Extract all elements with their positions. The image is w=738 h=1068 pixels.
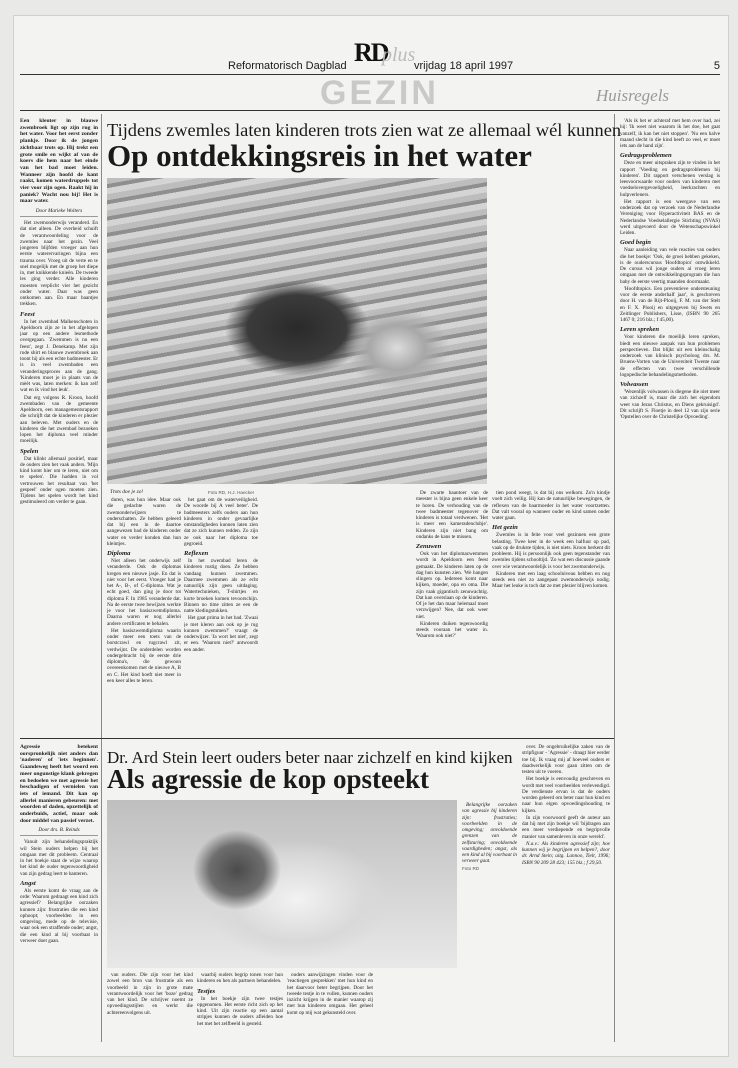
paragraph: van ouders. Die zijn voor het kind zowel een bron van frustratie als een voorbeeld in zijn in grote mate verantwoordelijk voor het 'boze' gedrag van het kind. De schrijver noemt ze opvoedingsstijlen en werkt die achtereenvolgens uit. [107,972,193,1016]
paragraph: Kinderen met een laag schoolniveau hebben en nog steeds een niet zo aangepast zwemonderwijs nodig. Maar het leuke is toch dat ze met plezier blijven komen. [492,570,610,590]
article1-headline: Op ontdekkingsreis in het water [107,138,532,173]
article1-column-4 [416,490,488,735]
paragraph: In het boekje zijn twee testjes opgenomen. Het eerste richt zich op het kind. Uit zijn reactie op een aantal stripjes kunnen de ouders afleiden hoe het met het zelfbeeld is gesteld. [197,995,283,1027]
subhead: Feest [20,310,35,318]
subhead: Leren spreken [620,326,660,334]
paragraph: Vanuit zijn behandelingspraktijk wil Stein ouders helpen bij het omgaan met dit probleem. Centraal in het boekje staat de wijze waarop het kind de ouder tegenwoordigheid van zijn gedrag leert te hanteren. [20,839,98,877]
paragraph: Voor kinderen die moeilijk leren spreken, biedt een nieuwe aanpak van hun problemen perspectieven. Dat blijkt uit een kleinschalig onderzoek van klinisch psycholoog drs. M. Bruens-Vorten van de Universiteit Twente naar de effecten van twee verschillende logopedische behandelingsmethoden. [620,334,720,378]
article2-lead: Agressie betekent oorspronkelijk niet anders dan 'naderen' of 'iets beginnen'. Gaandeweg heeft het woord een meer ongunstige klank gekregen en bedoelen we met agressie het beschadigen of vernielen van iets of iemand. Dit kan op allerlei manieren gebeuren: met woorden of daden, opzettelijk of onderbuids, actief, maar ook door middel van passief verzet. [20,744,98,824]
page-number: 5 [713,60,720,72]
subhead: Diploma [107,550,131,557]
paragraph: Niet alleen het onderwijs zelf veranderde. Ook de diplomas kregen een nieuwe jasje. En dat is niet voor het eerst. Vroeger had je het A-, B-, of C-diploma. Wat je echt goed, dan ging je door tot diploma F. In 1985 veranderde dat. Na de eerste twee bewijzen werkte je voor het basiszwemdiploma. Daarna waren er nog allerlei andere certificaten te behalen. [107,558,181,627]
paragraph: duren, was hun idee. Maar ook die gedachte waren de zwemonderwijzers te onderschatten. Ze hebben geleerd dat bij een in de daartoe aangewezen bad de kinderen onder water en verder konden dan hun kleintjes. [107,497,181,547]
paragraph: Deze en meer uitspraken zijn te vinden in het rapport 'Voeding en gedragsproblemen bij kinderen'. Dit rapport verschenen verslag is leesvoorwaarde voor ouders van kinderen met voedselovergevoeligheid, leerkrachten en hulpverleners. [620,160,720,198]
article2-headline: Als agressie de kop opsteekt [107,764,430,794]
article-divider [20,738,614,739]
article1-byline: Door Marieke Wolters [20,208,98,217]
paragraph: 'Hoofdtopics. Een preventieve ondersteuning voor de eerste anderhalf jaar', is geschreven door H. van de Rijt-Plooij, F. M. van der Stelt en F. X. Plooij en uitgegeven bij Swets en Zeitlinger Publishers, Lisse, (ISBN 90 265 1467 0; 216 blz.; f 45,00). [620,285,720,323]
subhead: Het gezin [492,524,518,532]
issue-date: vrijdag 18 april 1997 [414,60,514,72]
paragraph: Dat klinkt allemaal positief, maar de ouders zien het vaak anders. 'Mijn kind komt hier om te leren, niet om te spelen'. Die hadden in vol vertrouwen het resultaat van 'het gespeel' onder ogen moeten zien. Tijdens het spelen wordt het kind gestimuleerd om verder te gaan. [20,455,98,506]
paragraph: 'Wezenlijk volwassen is diegene die niet meer van zichzelf is, maar die zich het eigendom weet van Jezus Christus, en Diens gekruisigd'. Dit schrijft S. Floetje in deel 12 van zijn serie 'Opstellen over de Christelijke Opvoeding'. [620,389,720,420]
article2-kicker: Dr. Ard Stein leert ouders beter naar zichzelf en kind kijken [107,748,513,767]
paper-name: Reformatorisch Dagblad [228,60,347,72]
article2-photo-caption [462,802,517,932]
photo-credit: Foto RD, H.J. Haecker [208,490,255,495]
column-divider [101,114,102,1042]
paragraph: tien pond weegt, is dat bij ons welkom. Zo'n kindje voelt zich veilig. Hij kan de natuurlijke bewegingen, de reflexen van de baarmoeder in het water voortzetten. Dat valt vooral op wanneer ouder en kind samen onder water gaan. [492,490,610,521]
logo-rd: RD [354,38,388,67]
column-divider [614,114,615,1042]
book-note: N.a.v.: Als kinderen agressief zijn; hoe kunnen wij je begrijpen en helpen?, door dr. Arnd Stein; uitg. Lannoo, Tielt, 1996; ISBN 90 209 28 423; 155 blz.; f 29,50. [522,840,610,866]
section-rule [20,110,720,111]
huisregels-sidebar [620,118,720,1040]
article2-left-column [20,744,98,1040]
subhead: Goed begin [620,239,651,247]
article1-column-2 [107,497,181,735]
article2-column-5 [522,744,610,1040]
paragraph: waarbij ouders begrip tonen voor hun kinderen en hen als partners behandelen. [197,972,283,985]
photo-caption: Trots doe je zo! [110,489,144,495]
paragraph: 'Als ik het er achteraf met hem over had, zei hij: 'Ik weet niet waarom ik het doe, het gaat vanzelf, ik kan het niet stoppen'. 'Nu een halve maand slecht in die kind heeft zo veel, er moet iets aan de hand zijn'. [620,118,720,149]
paragraph: Zwemles is in feite voor veel gezinnen een grote belasting. Twee keer in de week een halfuur op pad, vaak op de drukste tijden, is niet niets. Kroon herkent dit probleem. Hij is persoonlijk ook geen tegenstander van zwemles tijdens schooltijd. 'Zo wat een discussie gaande over wie verantwoordelijk is voor het zwemonderwijs. [492,532,610,570]
paragraph: Kinderen duiken tegenwoordig steeds vooraan het water in. 'Waarom ook niet?' [416,620,488,640]
photo-caption: Belangrijke oorzaken van agressie bij kinderen zijn: frustraties; voorbeelden in de omgeving; onvoldoende grenzen van de zelfsturing; onvoldoende vaardigheden; angst, als een kind al bij voorbaat in verweer gaat. [462,802,517,865]
masthead-bar [20,60,720,74]
subhead: Zenuwen [416,543,442,550]
paragraph: Het boekje is eenvoudig geschreven en wordt met veel voorbeelden verlevendigd. De verdienste ervan is dat de ouders worden geleerd om beter naar hun kind en naar hun eigen opvoedingshouding te kijken. [522,776,610,814]
paragraph: Het gaat prima in het bad. 'Zwaai je met kleren aan ook op je rug kunnen zwemmen?' vraagt de onderwijzer. 'Ja wort het niet', zegt er een. 'Waarom niet?' antwoordt een ander. [184,615,258,653]
subhead: Angst [20,879,36,887]
article2-column-3 [197,972,283,1038]
article2-column-2 [107,972,193,1038]
paragraph: Het basiszwemdiploma waarin onder meer een toets van de borstcrawl en rugcrawl zit, verdwijnt. De onderdelen worden ondergebracht bij de eerste drie diploma's, die gewoon overeenkomen met de nieuwe A, B en C. Het kind hoeft niet meer in een keer alles te leren. [107,627,181,684]
logo-plus: plus [382,44,416,66]
paragraph: Ook van het diplomazwemmen wordt in Apeldoorn een feest gemaakt. De kinderen laten op de dag hun kunsten zien. 'We hangen slingers op. Iedereen komt naar kijken, moeder, opa en oma. Die zijn vaak gigantisch zenuwachtig. Dat kan overslaan op de kinderen. Of je het dan maar helemaal moet verzwijgen? Nee, dat ook weer niet. [416,551,488,620]
article1-left-column [20,118,98,734]
section-title: GEZIN [320,74,439,112]
photo-credit: Foto RD [462,865,480,871]
paragraph: over. De ongebruikelijke zaken van de stripfiguur - 'Agressie' - draagt hier eerder toe bij. Ik vraag mij af hoeveel ouders er daadwerkelijk voor gaan zitten om de testen uit te voeren. [522,744,610,775]
subhead: Reflexen [184,550,209,557]
sidebar-title: Huisregels [596,86,670,105]
paragraph: Het rapport is een weergave van een onderzoek dat op verzoek van de Nederlandse Vereniging voor Hyperactiviteit BAS en de Nederlandse Voedselallergie Stichting (NVAS) werd uitgevoerd door de Wetenschapswinkel Leiden. [620,198,720,236]
subhead: Spelen [20,447,39,455]
paragraph: De zwarte baantoer van de meester is bijna geen enkele keer te horen. De verhouding van de twee badmeester tegenover de kinderen is totaal verdwenen. 'Het is meer een kameradenclubje'. Kinderen zijn niet bang om ondanks de kans te missen. [416,490,488,540]
paragraph: In het zwembad leren de kinderen rustig doen. Ze hebben vandaag kunnen zwemmen. Daarmee zwemmen als ze echt natuurlijk zijn geen uitdaging. Watertechnieken, T-shirtjes en korte broeken komen tevoorschijn. Binnen no time zitten ze een de natte kledingstukken. [184,558,258,614]
subhead: Testjes [197,987,216,995]
paragraph: Als eerste komt de vraag aan de orde: Waarom gedraagt een kind zich agressief? Belangrijke oorzaken kunnen zijn: frustraties die een kind ophoopt; voorbeelden in een omgeving, mede op de televisie, waar ook een straffende ouder; angst, die een kind al bij voorbaat in verweer doet gaan. [20,887,98,944]
article1-column-5 [492,490,610,735]
paragraph: het gaat om de waterveiligheid. De woorde bij A veel beter'. De badmeesters zelfs ouders aan hun kinderen in onder gevaarlijke omstandigheden kunnen laten zien dat ze zich kunnen redden. Zo zijn ze ook naar het diploma toe gegroeid. [184,497,258,547]
paragraph: In het zwembad Malkenschoten in Apeldoorn zijn ze in het afgelopen jaar op een andere lesmethode overgegaan. 'Zwemmen is nu een feest', zegt J. Denekamp. Met zijn rode shirt en blauwe zwembroek aan toont hij als een echte badmeester. Er is in veel zwembaden een veranderingsproces aan de gang. 'Kinderen moet je in plaats van de mèèt was, laten merken: ik kan zelf wat en ik vind het leuk'. [20,318,98,394]
paragraph: ouders aanwijzingen vinden voor de 'reactiegen gesprekken' met hun kind en het daarvoor beter begrijpen. Door het tweede testje in te vullen, kunnen ouders inzicht krijgen in de manier waarop zij met hun kinderen omgaan. Het geheel komt op mij wat gekunsteld over. [287,972,373,1016]
article1-column-3 [184,497,258,735]
subhead: Gedragsproblemen [620,152,672,160]
paragraph: Dat erg volgens R. Kroon, hoofd zwembaden van de gemeente Apeldoorn, een managementsrapport die schrijft dat de kinderen er plezier aan beleven. Met ouders en de kinderen die het zwembad bezoeken lopen het diploma veel minder moeilijk. [20,394,98,445]
article1-lead: Een kleuter in blauwe zwembroek ligt op zijn rug in het water. Voor het eerst zonder plankje. Door ik de jongen zichtbaar trots op. Hij trekt een grote smile en wijkt af van de koers die hem naar het einde van het bad moet leiden. Wanneer zijn hoofd de kant raakt, komen waterdruppels tot vier voor zijn ogen. Raakt hij in paniek? Wacht nou bij! Het is maar water. [20,118,98,205]
swimming-child-photo [107,178,487,484]
paragraph: Het zwemonderwijs veranderd. En dat niet alleen. De overheid schuift de verantwoordeling voor de zwemles naar het gezin. Veel jongeren blijfden vroeger aan hun eerste waterervaringen bijna een trauma over. Vroeg uit de verte en te snel mogelijk met de groep het diepe in, met knikkende knieën. De tweede les ging verder. Alle kinderen moesten verplicht vier het gezicht onder water. Daar was geen ontkomen aan. En maar baantjes trekken. [20,220,98,308]
subhead: Volwassen [620,381,649,388]
paragraph: Naar aanleiding van vele reacties van ouders die het boekje: 'Ook, de groei hebben gekeken, is de ouderscursus 'Hoofdtopics' ontwikkeld. De cursus wil jonge ouders al vroeg leren omgaan met de ontwikkelingsprogram die hun baby de eerste veertig maanden doormaakt. [620,247,720,285]
article1-kicker: Tijdens zwemles laten kinderen trots zien wat ze allemaal wél kunnen [107,120,622,140]
paragraph: In zijn voorwoord geeft de auteur aan dat hij met zijn boekje wil 'bijdragen aan een meer verdiepende en begripvolle manier van samenleven in onze wereld'. [522,814,610,840]
article2-column-4 [287,972,373,1038]
boy-photo [107,800,457,968]
article2-byline: Door drs. B. Reinds [20,827,98,836]
